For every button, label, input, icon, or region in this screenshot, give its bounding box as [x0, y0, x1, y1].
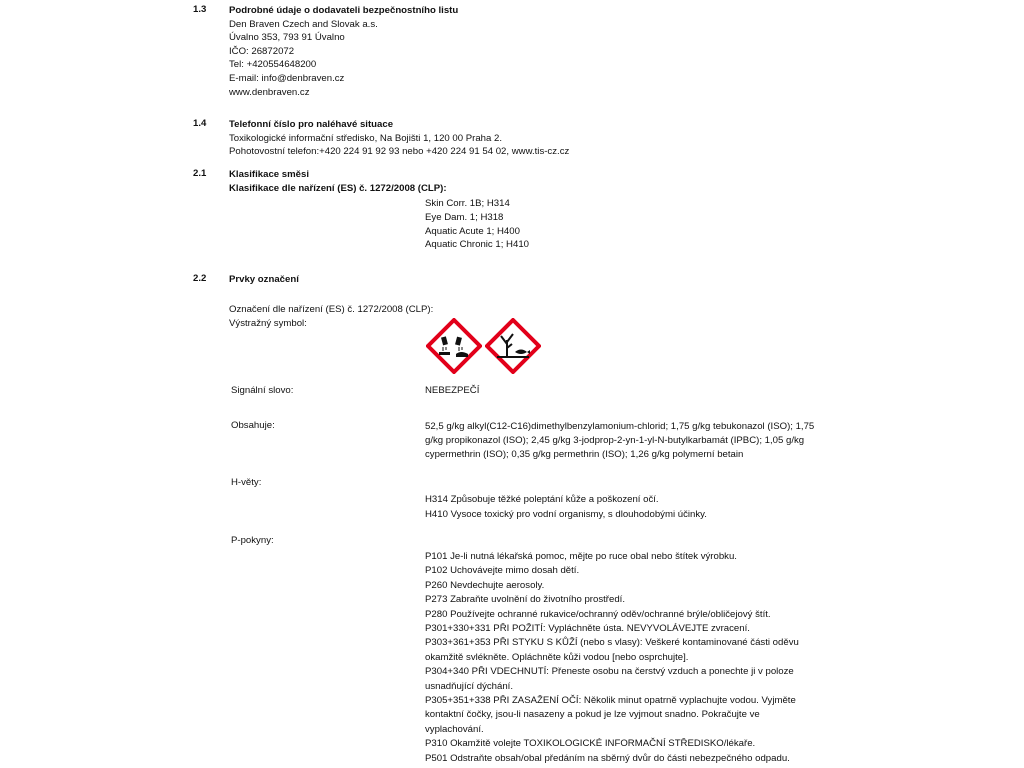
labeling-regulation: Označení dle nařízení (ES) č. 1272/2008 (CLP):: [229, 304, 434, 315]
section-1-4: [229, 118, 569, 159]
h-statement: H410 Vysoce toxický pro vodní organismy, s dlouhodobými účinky.: [425, 509, 707, 520]
supplier-website[interactable]: www.denbraven.cz: [229, 86, 310, 98]
contains-list: [425, 420, 814, 461]
section-1-3: [229, 4, 458, 99]
h-statement: H314 Způsobuje těžké poleptání kůže a poškození očí.: [425, 494, 659, 505]
p-statement: P280 Používejte ochranné rukavice/ochranný oděv/ochranné brýle/obličejový štít.: [425, 608, 771, 620]
p-statement: P301+330+331 PŘI POŽITÍ: Vypláchněte ústa. NEVYVOLÁVEJTE zvracení.: [425, 623, 750, 635]
p-statements-label: P-pokyny:: [231, 535, 274, 546]
section-title: Klasifikace směsi: [229, 169, 310, 180]
contains-line: cypermethrin (ISO); 0,35 g/kg permethrin (ISO); 1,26 g/kg polymerní betain: [425, 448, 744, 460]
h-statements: [425, 492, 707, 522]
supplier-email[interactable]: E-mail: info@denbraven.cz: [229, 72, 345, 84]
p-statement: P273 Zabraňte uvolnění do životního prostředí.: [425, 594, 625, 606]
section-number: 2.1: [193, 168, 207, 179]
section-title: Prvky označení: [229, 274, 299, 285]
p-statement: P102 Uchovávejte mimo dosah dětí.: [425, 565, 580, 577]
p-statement: P303+361+353 PŘI STYKU S KŮŽÍ (nebo s vlasy): Veškeré kontaminované části oděvu: [425, 637, 799, 649]
classification-item: Eye Dam. 1; H318: [425, 211, 504, 223]
section-number: 1.4: [193, 118, 207, 129]
classification-list: [425, 197, 529, 252]
classification-item: Aquatic Acute 1; H400: [425, 225, 520, 237]
section-number: 1.3: [193, 4, 207, 15]
supplier-line: Den Braven Czech and Slovak a.s.: [229, 18, 378, 30]
contains-line: 52,5 g/kg alkyl(C12-C16)dimethylbenzylamonium-chlorid; 1,75 g/kg tebukonazol (ISO); 1,75: [425, 421, 815, 432]
section-title: Telefonní číslo pro naléhavé situace: [229, 119, 394, 130]
section-number: 2.2: [193, 273, 207, 284]
classification-item: Skin Corr. 1B; H314: [425, 198, 510, 209]
p-statement: P260 Nevdechujte aerosoly.: [425, 579, 545, 591]
p-statement: P101 Je-li nutná lékařská pomoc, mějte po ruce obal nebo štítek výrobku.: [425, 551, 737, 562]
environment-icon: [485, 318, 541, 374]
p-statements: [425, 550, 799, 766]
signal-word: NEBEZPEČÍ: [425, 385, 480, 396]
supplier-line: IČO: 26872072: [229, 45, 295, 57]
contains-label: Obsahuje:: [231, 420, 275, 431]
p-statement: vyplachování.: [425, 723, 484, 735]
p-statement: P501 Odstraňte obsah/obal předáním na sběrný dvůr do části nebezpečného odpadu.: [425, 752, 790, 764]
section-subtitle: Klasifikace dle nařízení (ES) č. 1272/2008 (CLP):: [229, 182, 447, 194]
corrosion-icon: [426, 318, 482, 374]
contains-line: g/kg propikonazol (ISO); 2,45 g/kg 3-jodprop-2-yn-1-yl-N-butylkarbamát (IPBC); 1,05 g/kg: [425, 434, 805, 446]
p-statement: usnadňující dýchání.: [425, 680, 514, 692]
emergency-line: Pohotovostní telefon:+420 224 91 92 93 nebo +420 224 91 54 02, www.tis-cz.cz: [229, 146, 570, 158]
signal-word-label: Signální slovo:: [231, 385, 294, 396]
p-statement: kontaktní čočky, jsou-li nasazeny a pokud je lze vyjmout snadno. Pokračujte ve: [425, 709, 760, 721]
supplier-line: Úvalno 353, 793 91 Úvalno: [229, 32, 345, 44]
p-statement: P304+340 PŘI VDECHNUTÍ: Přeneste osobu na čerstvý vzduch a ponechte ji v poloze: [425, 666, 794, 678]
p-statement: okamžitě svlékněte. Opláchněte kůži vodou [nebo osprchujte].: [425, 651, 689, 663]
section-2-1: [229, 168, 447, 195]
h-statements-label: H-věty:: [231, 477, 262, 488]
section-title: Podrobné údaje o dodavateli bezpečnostního listu: [229, 5, 459, 16]
labeling-block: [229, 303, 433, 331]
p-statement: P305+351+338 PŘI ZASAŽENÍ OČÍ: Několik minut opatrně vyplachujte vodou. Vyjměte: [425, 695, 796, 707]
emergency-line: Toxikologické informační středisko, Na Bojišti 1, 120 00 Praha 2.: [229, 132, 503, 144]
symbol-label: Výstražný symbol:: [229, 318, 307, 329]
supplier-line: Tel: +420554648200: [229, 59, 317, 71]
p-statement: P310 Okamžitě volejte TOXIKOLOGICKÉ INFORMAČNÍ STŘEDISKO/lékaře.: [425, 738, 756, 750]
classification-item: Aquatic Chronic 1; H410: [425, 239, 529, 251]
